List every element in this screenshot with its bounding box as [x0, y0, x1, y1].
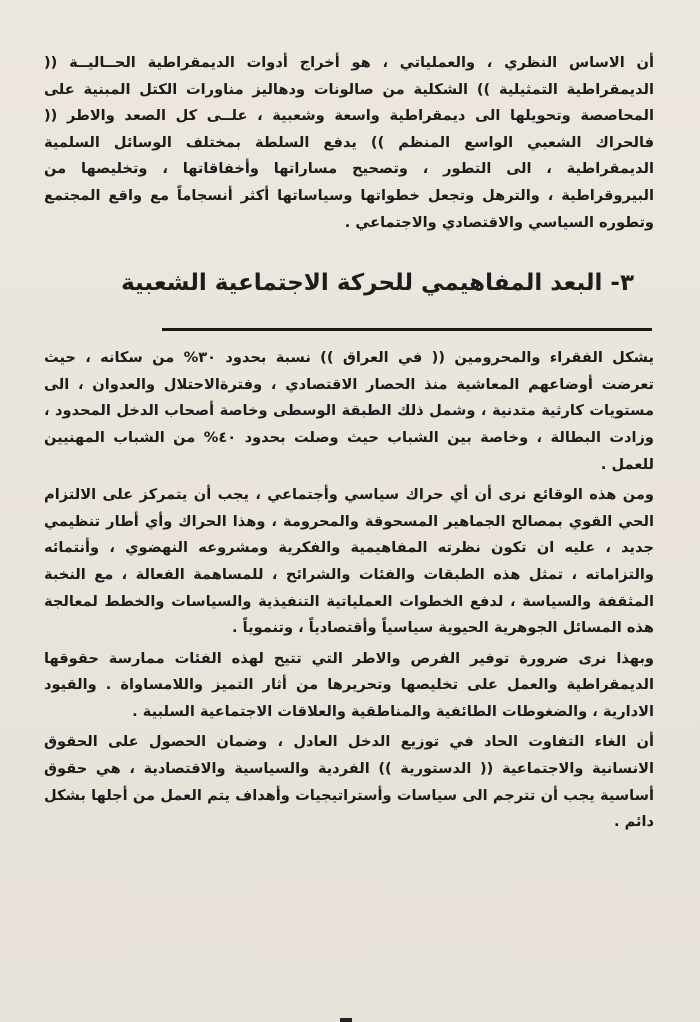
section-heading: ٣- البعد المفاهيمي للحركة الاجتماعية الشعبية [121, 270, 634, 297]
intro-paragraph: أن الاساس النظري ، والعملياتي ، هو أخراج أدوات الديمقراطية الحــاليــة (( الديمقراطية التمثيلية )) الشكلية من صالونات ودهاليز مناورات الكتل المبنية على المحاصصة وتحويلها الى ديمقراطية واسعة وشعبية ، علــى كل الصعد والاطر (( فالحراك الشعبي الواسع المنظم )) يدفع السلطة بمختلف الوسائل السلمية الديمقراطية ، الى التطور ، وتصحيح مساراتها وأخفاقاتها ، وتخليصها من البيروقراطية ، والترهل وتجعل خطواتها وسياساتها أكثر أنسجاماً مع واقع المجتمع وتطوره السياسي والاقتصادي والاجتماعي . [44, 54, 654, 231]
heading-underline [162, 328, 652, 331]
body-paragraph-4: أن الغاء التفاوت الحاد في توزيع الدخل العادل ، وضمان الحصول على الحقوق الانسانية والاجتماعية (( الدستورية )) الفردية والسياسية والاقتصادية ، هي حقوق أساسية يجب أن تترجم الى سياسات وأستراتيجيات وأهداف يتم العمل من أجلها بشكل دائم . [44, 733, 654, 831]
page-bottom-mark [340, 1018, 352, 1022]
body-paragraph-3: وبهذا نرى ضرورة توفير الفرص والاطر التي تتيح لهذه الفئات ممارسة حقوقها الديمقراطية والعمل على تخليصها وتحريرها من أثار التميز واللامساواة . والقيود الادارية ، والضغوطات الطائفية والمناطقية والعلاقات الاجتماعية السلبية . [44, 649, 654, 720]
body-paragraph-1: يشكل الفقراء والمحرومين (( في العراق )) نسبة بحدود ٣٠% من سكانه ، حيث تعرضت أوضاعهم المعاشية منذ الحصار الاقتصادي ، وفترةالاحتلال والعدوان ، الى مستويات كارثية متدنية ، وشمل ذلك الطبقة الوسطى وخاصة أصحاب الدخل المحدود ، وزادت البطالة ، وخاصة بين الشباب حيث وصلت بحدود ٤٠% من الشباب المهنيين للعمل . [44, 349, 654, 473]
body-paragraph-2: ومن هذه الوقائع نرى أن أي حراك سياسي وأجتماعي ، يجب أن يتمركز على الالتزام الحي القوي بمصالح الجماهير المسحوقة والمحرومة ، وهذا الحراك وأي أطار تنظيمي جديد ، عليه ان تكون نظرته المفاهيمية والفكرية ومشروعه النهضوي ، وأنتمائه والتزاماته ، تمثل هذه الطبقات والفئات والشرائح ، للمساهمة الفعالة ، مع النخبة المثقفة والسياسة ، لدفع الخطوات العملياتية التنفيذية والسياسات والخطط لمعالجة هذه المسائل الجوهرية الحيوية سياسياً وأقتصادياً ، وتنموياً . [44, 486, 654, 637]
